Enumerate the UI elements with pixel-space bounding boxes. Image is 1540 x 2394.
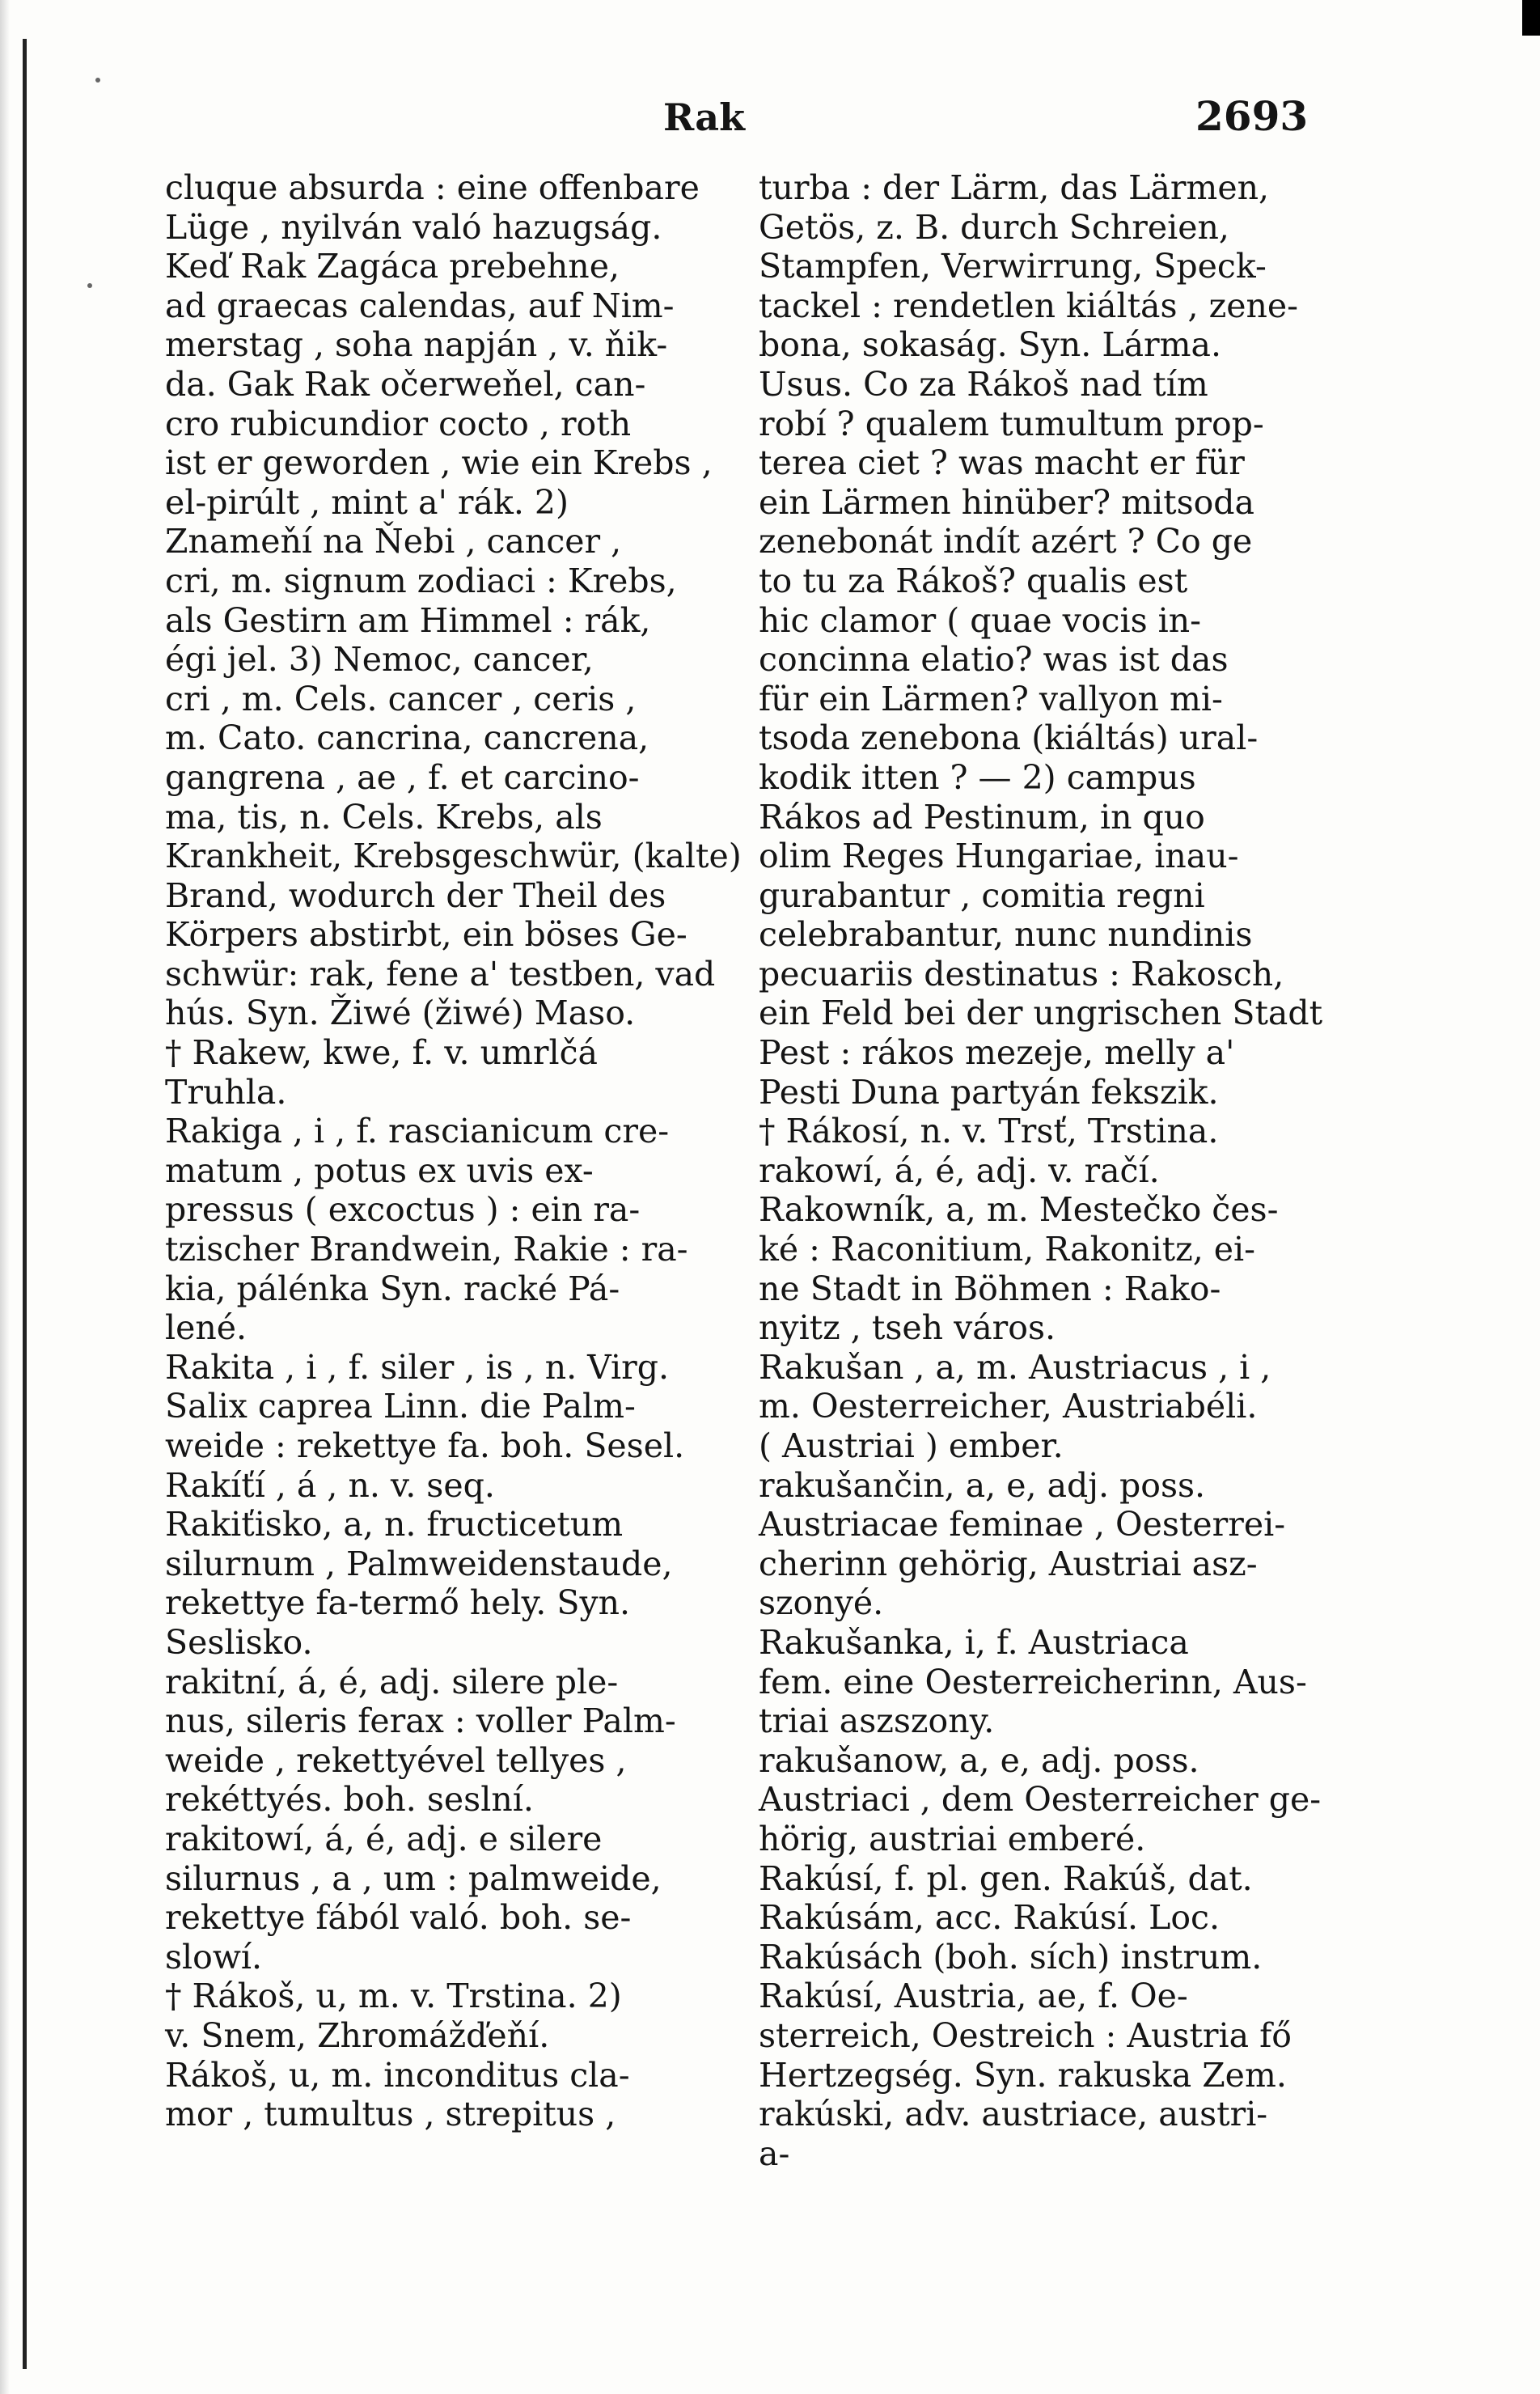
dictionary-line: Znameňí na Ňebi , cancer , [165, 522, 622, 561]
dictionary-line: ad graecas calendas, auf Nim- [165, 286, 675, 325]
dictionary-line: sterreich, Oestreich : Austria fő [759, 2015, 1292, 2055]
dictionary-line: Rakušan , a, m. Austriacus , i , [759, 1347, 1271, 1387]
dictionary-line: Keď Rak Zagáca prebehne, [165, 247, 620, 286]
dictionary-line: Krankheit, Krebsgeschwür, (kalte) [165, 837, 742, 876]
dictionary-line: hörig, austriai emberé. [759, 1819, 1146, 1858]
dictionary-line: Hertzegség. Syn. rakuska Zem. [759, 2055, 1287, 2095]
dictionary-line: hic clamor ( quae vocis in- [759, 600, 1202, 640]
dictionary-line: Lüge , nyilván való hazugság. [165, 207, 662, 247]
dictionary-line: rekettye fa-termő hely. Syn. [165, 1583, 631, 1623]
dictionary-line: Rakúsách (boh. sích) instrum. [759, 1937, 1263, 1977]
dictionary-line: nus, sileris ferax : voller Palm- [165, 1701, 676, 1741]
dictionary-line: concinna elatio? was ist das [759, 640, 1229, 680]
dictionary-line: Austriaci , dem Oesterreicher ge- [759, 1780, 1322, 1820]
dictionary-line: Rakowník, a, m. Mestečko čes- [759, 1190, 1279, 1230]
dictionary-line: gangrena , ae , f. et carcino- [165, 757, 640, 797]
dictionary-line: celebrabantur, nunc nundinis [759, 915, 1253, 955]
dictionary-line: triai aszszony. [759, 1701, 995, 1741]
dictionary-line: ne Stadt in Böhmen : Rako- [759, 1269, 1221, 1308]
page-gutter-shadow [0, 0, 10, 2394]
page-number: 2693 [1195, 92, 1309, 140]
dictionary-line: bona, sokaság. Syn. Lárma. [759, 325, 1221, 365]
dictionary-line: cri, m. signum zodiaci : Krebs, [165, 561, 677, 600]
dictionary-line: kia, pálénka Syn. racké Pá- [165, 1269, 620, 1308]
dictionary-line: égi jel. 3) Nemoc, cancer, [165, 640, 594, 680]
dictionary-line: silurnum , Palmweidenstaude, [165, 1544, 673, 1583]
dictionary-line: slowí. [165, 1937, 263, 1977]
dictionary-line: ein Lärmen hinüber? mitsoda [759, 482, 1254, 522]
dictionary-line: Rákos ad Pestinum, in quo [759, 797, 1205, 837]
dictionary-line: für ein Lärmen? vallyon mi- [759, 679, 1223, 718]
dictionary-line: Körpers abstirbt, ein böses Ge- [165, 915, 688, 955]
dictionary-line: weide , rekettyével tellyes , [165, 1740, 627, 1780]
dictionary-line: kodik itten ? — 2) campus [759, 757, 1196, 797]
scan-corner-mark [1522, 0, 1540, 36]
dictionary-line: hús. Syn. Žiwé (žiwé) Maso. [165, 994, 636, 1033]
scan-speck [87, 283, 92, 288]
dictionary-line: el-pirúlt , mint a' rák. 2) [165, 482, 569, 522]
dictionary-line: ist er geworden , wie ein Krebs , [165, 443, 713, 483]
dictionary-line: cluque absurda : eine offenbare [165, 168, 700, 207]
dictionary-line: robí ? qualem tumultum prop- [759, 404, 1264, 443]
dictionary-line: schwür: rak, fene a' testben, vad [165, 954, 716, 994]
left-column [165, 168, 742, 2134]
dictionary-line: Pest : rákos mezeje, melly a' [759, 1033, 1235, 1073]
dictionary-line: Rakiga , i , f. rascianicum cre- [165, 1112, 670, 1151]
dictionary-line: terea ciet ? was macht er für [759, 443, 1245, 483]
dictionary-line: da. Gak Rak očerweňel, can- [165, 364, 646, 404]
dictionary-line: mor , tumultus , strepitus , [165, 2095, 616, 2134]
dictionary-line: cro rubicundior cocto , roth [165, 404, 632, 443]
dictionary-line: Stampfen, Verwirrung, Speck- [759, 247, 1267, 286]
dictionary-line: gurabantur , comitia regni [759, 875, 1205, 915]
dictionary-line: Rákoš, u, m. inconditus cla- [165, 2055, 630, 2095]
dictionary-line: rakúski, adv. austriace, austri- [759, 2095, 1268, 2134]
dictionary-line: tzischer Brandwein, Rakie : ra- [165, 1230, 688, 1269]
dictionary-line: nyitz , tseh város. [759, 1308, 1056, 1348]
dictionary-line: Rakiťisko, a, n. fructicetum [165, 1505, 624, 1544]
dictionary-line: cherinn gehörig, Austriai asz- [759, 1544, 1258, 1583]
scan-speck [95, 78, 100, 83]
dictionary-line: rakušančin, a, e, adj. poss. [759, 1465, 1206, 1505]
dictionary-line: merstag , soha napján , v. ňik- [165, 325, 668, 365]
dictionary-line: rekettye fából való. boh. se- [165, 1898, 632, 1938]
dictionary-line: Seslisko. [165, 1622, 313, 1662]
dictionary-line: ma, tis, n. Cels. Krebs, als [165, 797, 603, 837]
dictionary-line: Truhla. [165, 1072, 287, 1112]
dictionary-line: ein Feld bei der ungrischen Stadt [759, 994, 1323, 1033]
dictionary-line: rakitowí, á, é, adj. e silere [165, 1819, 603, 1858]
dictionary-line: Austriacae feminae , Oesterrei- [759, 1505, 1286, 1544]
dictionary-line: Usus. Co za Rákoš nad tím [759, 364, 1208, 404]
dictionary-line: Rakita , i , f. siler , is , n. Virg. [165, 1347, 670, 1387]
dictionary-line: Pesti Duna partyán fekszik. [759, 1072, 1219, 1112]
dictionary-line: † Rakew, kwe, f. v. umrlčá [165, 1033, 599, 1073]
dictionary-line: Rakúsí, Austria, ae, f. Oe- [759, 1977, 1188, 2016]
dictionary-line: m. Oesterreicher, Austriabéli. [759, 1387, 1258, 1426]
dictionary-line: turba : der Lärm, das Lärmen, [759, 168, 1270, 207]
dictionary-line: to tu za Rákoš? qualis est [759, 561, 1188, 600]
dictionary-line: Rakúsám, acc. Rakúsí. Loc. [759, 1898, 1220, 1938]
dictionary-line: Salix caprea Linn. die Palm- [165, 1387, 636, 1426]
dictionary-line: Brand, wodurch der Theil des [165, 875, 666, 915]
dictionary-line: olim Reges Hungariae, inau- [759, 837, 1239, 876]
dictionary-line: als Gestirn am Himmel : rák, [165, 600, 651, 640]
dictionary-line: matum , potus ex uvis ex- [165, 1150, 594, 1190]
dictionary-line: pecuariis destinatus : Rakosch, [759, 954, 1284, 994]
dictionary-line: a- [759, 2133, 790, 2173]
dictionary-line: † Rákoš, u, m. v. Trstina. 2) [165, 1977, 622, 2016]
dictionary-line: rakušanow, a, e, adj. poss. [759, 1740, 1199, 1780]
dictionary-line: weide : rekettye fa. boh. Sesel. [165, 1426, 685, 1465]
dictionary-line: szonyé. [759, 1583, 884, 1623]
dictionary-line: Rakúsí, f. pl. gen. Rakúš, dat. [759, 1858, 1253, 1898]
dictionary-line: fem. eine Oesterreicherinn, Aus- [759, 1662, 1307, 1701]
dictionary-line: rekéttyés. boh. seslní. [165, 1780, 534, 1820]
dictionary-line: † Rákosí, n. v. Trsť, Trstina. [759, 1112, 1219, 1151]
dictionary-line: Rakíťí , á , n. v. seq. [165, 1465, 495, 1505]
right-column [759, 168, 1335, 2173]
dictionary-line: tsoda zenebona (kiáltás) ural- [759, 718, 1259, 758]
dictionary-line: rakowí, á, é, adj. v. račí. [759, 1150, 1160, 1190]
dictionary-line: Rakušanka, i, f. Austriaca [759, 1622, 1189, 1662]
dictionary-line: ( Austriai ) ember. [759, 1426, 1064, 1465]
dictionary-line: pressus ( excoctus ) : ein ra- [165, 1190, 641, 1230]
dictionary-line: zenebonát indít azért ? Co ge [759, 522, 1253, 561]
dictionary-line: tackel : rendetlen kiáltás , zene- [759, 286, 1299, 325]
dictionary-line: v. Snem, Zhromážďeňí. [165, 2015, 550, 2055]
dictionary-line: Getös, z. B. durch Schreien, [759, 207, 1229, 247]
dictionary-line: m. Cato. cancrina, cancrena, [165, 718, 649, 758]
dictionary-line: lené. [165, 1308, 248, 1348]
dictionary-line: cri , m. Cels. cancer , ceris , [165, 679, 637, 718]
dictionary-line: silurnus , a , um : palmweide, [165, 1858, 662, 1898]
dictionary-line: rakitní, á, é, adj. silere ple- [165, 1662, 619, 1701]
page-border-line [23, 39, 27, 2369]
dictionary-line: ké : Raconitium, Rakonitz, ei- [759, 1230, 1256, 1269]
running-headword: Rak [663, 95, 745, 139]
